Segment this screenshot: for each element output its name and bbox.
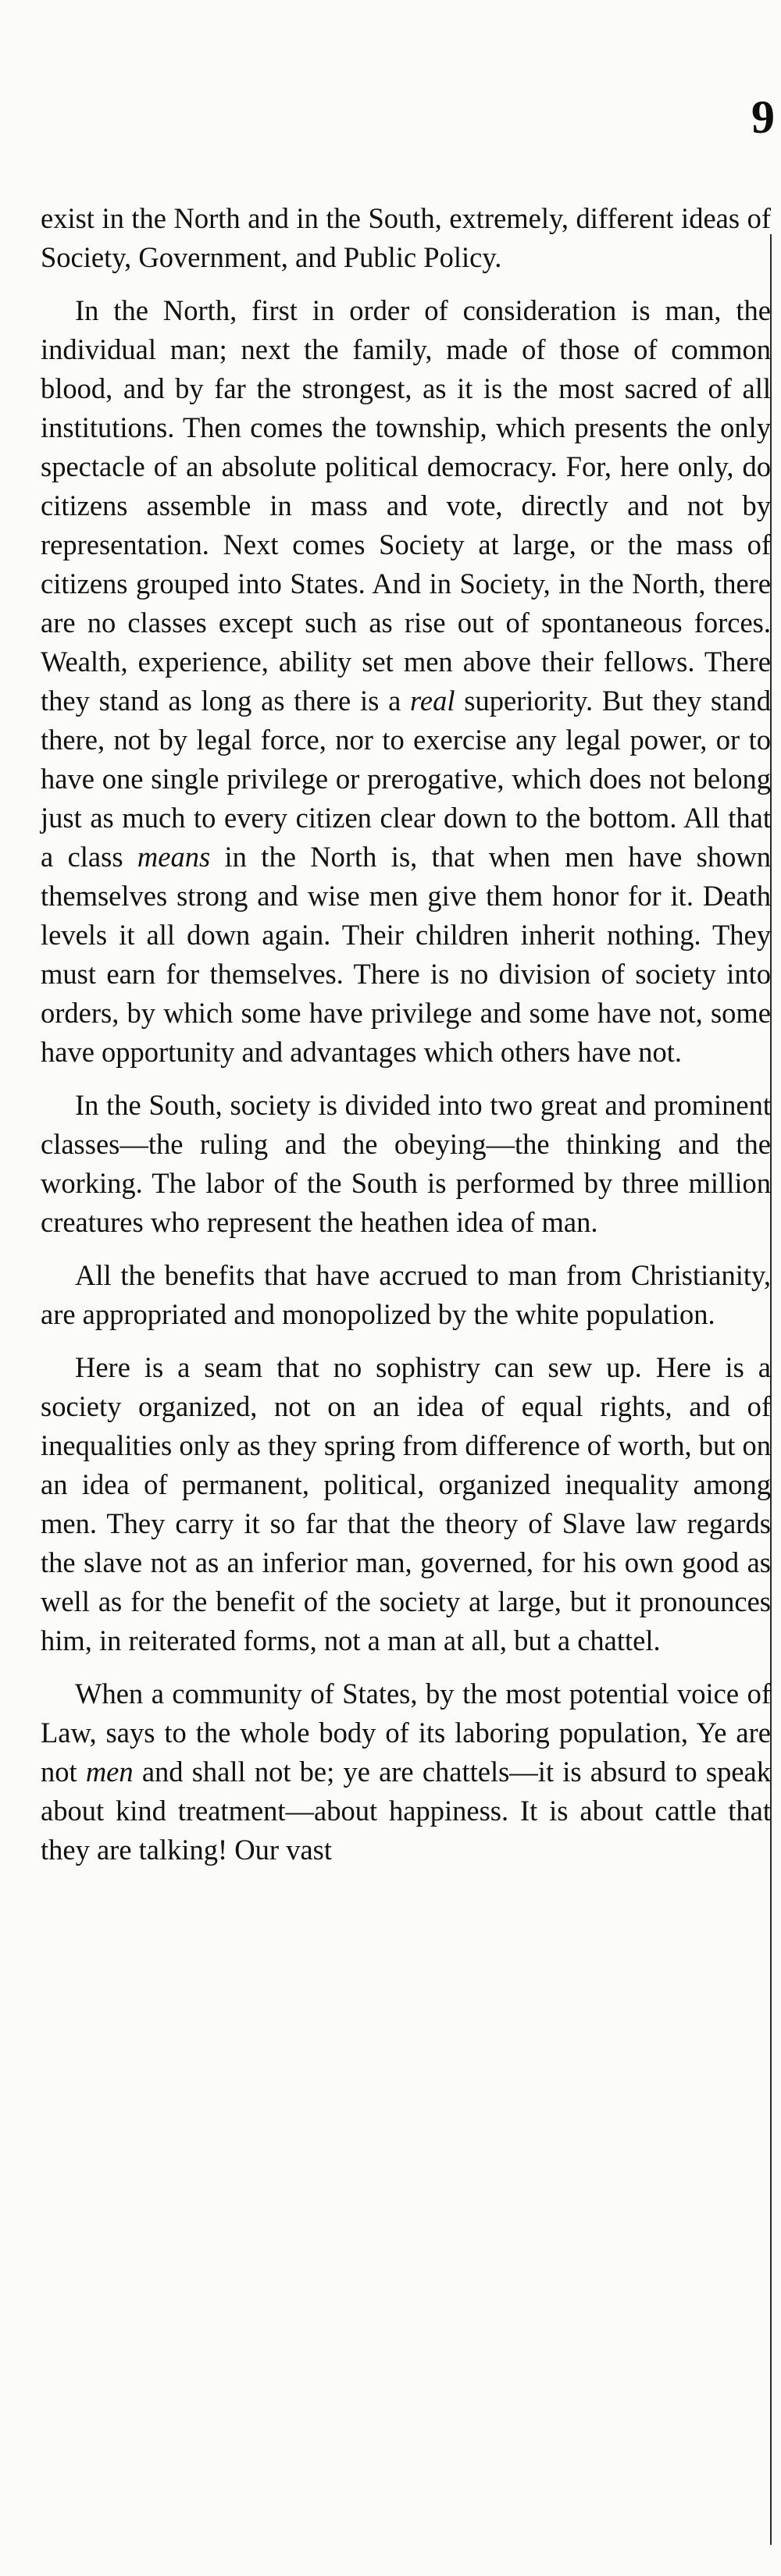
paragraph <box>41 199 771 277</box>
paragraph-text: exist in the North and in the South, extremely, different ideas of Society, Government, and Public Policy. <box>41 202 771 273</box>
paragraph-text: All the benefits that have accrued to man from Christianity, are appropriated and monopolized by the white population. <box>41 1259 771 1330</box>
paragraph <box>41 1674 771 1870</box>
paragraph-text: Here is a seam that no sophistry can sew up. Here is a society organized, not on an idea of equal rights, and of inequalities only as they spring from difference of worth, but on an idea of permanent, political, organized inequality among men. They carry it so far that the theory of Slave law regards the slave not as an inferior man, governed, for his own good as well as for the benefit of the society at large, but it pronounces him, in reiterated forms, not a man at all, but a chattel. <box>41 1351 771 1656</box>
text-column <box>41 199 771 1884</box>
paragraph <box>41 1086 771 1242</box>
paragraph-text: and shall not be; ye are chattels—it is absurd to speak about kind treatment—about happiness. It is about cattle that they are talking! Our vast <box>41 1756 771 1866</box>
paragraph-text: When a community of States, by the most potential voice of Law, says to the whole body of its laboring population, Ye are not <box>41 1678 771 1788</box>
paragraph-text: superiority. But they stand there, not by legal force, nor to exercise any legal power, or to have one single privilege or prerogative, which does not belong just as much to every citizen clear down to the bottom. All that a class <box>41 685 771 873</box>
paragraph-text: In the South, society is divided into two great and prominent classes—the ruling and the obeying—the thinking and the working. The labor of the South is performed by three million creatures who represent the heathen idea of man. <box>41 1089 771 1238</box>
paragraph <box>41 291 771 1072</box>
paragraph-text: in the North is, that when men have shown themselves strong and wise men give them honor for it. Death levels it all down again. Their children inherit nothing. They must earn for themselves. There is no division of society into orders, by which some have privilege and some have not, some have opportunity and advantages which others have not. <box>41 841 771 1068</box>
paragraph <box>41 1256 771 1334</box>
italic-word-men: men <box>85 1756 134 1788</box>
paragraph-text: In the North, first in order of consideration is man, the individual man; next the family, made of those of common blood, and by far the strongest, as it is the most sacred of all institutions. Then comes the township, which presents the only spectacle of an absolute political democracy. For, here only, do citizens assemble in mass and vote, directly and not by representation. Next comes Society at large, or the mass of citizens grouped into States. And in Society, in the North, there are no classes except such as rise out of spontaneous forces. Wealth, experience, ability set men above their fellows. There they stand as long as there is a <box>41 294 771 717</box>
italic-word-real: real <box>410 685 455 717</box>
paragraph <box>41 1348 771 1660</box>
page-number: 9 <box>751 91 775 143</box>
italic-word-means: means <box>137 841 211 873</box>
